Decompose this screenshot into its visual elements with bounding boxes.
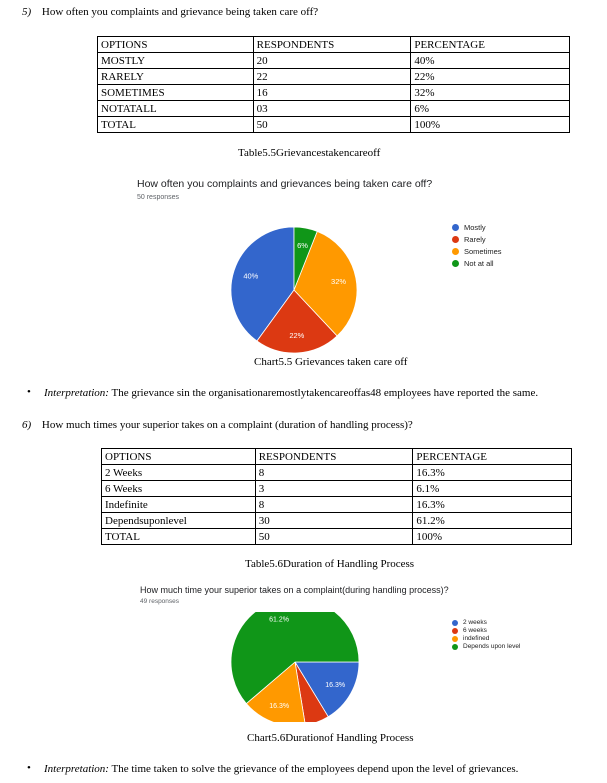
table-header-cell: RESPONDENTS — [253, 37, 411, 53]
legend-item — [452, 627, 520, 634]
legend-swatch-icon — [452, 260, 459, 267]
legend-label: 6 weeks — [463, 627, 487, 634]
table-cell: 50 — [255, 529, 413, 545]
table-header-cell: PERCENTAGE — [413, 449, 572, 465]
chart-5-5-title: How often you complaints and grievances being taken care off? — [137, 178, 433, 190]
pie-data-label: 32% — [331, 277, 347, 287]
legend-label: Rarely — [464, 235, 486, 244]
legend-swatch-icon — [452, 636, 458, 642]
chart-5-5-legend — [452, 223, 502, 271]
table-cell: 6% — [411, 101, 570, 117]
table-cell: NOTATALL — [98, 101, 254, 117]
table-cell: 22% — [411, 69, 570, 85]
pie-data-label: 40% — [243, 271, 259, 281]
table-cell: 50 — [253, 117, 411, 133]
chart-5-5-subtitle: 50 responses — [137, 194, 180, 201]
legend-swatch-icon — [452, 236, 459, 243]
legend-swatch-icon — [452, 644, 458, 650]
legend-item — [452, 247, 502, 256]
interpretation-6 — [44, 763, 518, 775]
question-5-text: How often you complaints and grievance being taken care off? — [41, 6, 319, 18]
table-cell: 03 — [253, 101, 411, 117]
pie-data-label: 6% — [297, 240, 308, 250]
bullet-dot: • — [27, 386, 31, 398]
table-row — [102, 529, 572, 545]
table-header-cell: OPTIONS — [98, 37, 254, 53]
bullet-dot: • — [27, 762, 31, 774]
chart-5-6-legend — [452, 619, 520, 651]
question-5-number: 5) — [22, 6, 32, 18]
legend-label: Mostly — [464, 223, 486, 232]
legend-label: Depends upon level — [463, 643, 521, 650]
table-cell: 2 Weeks — [102, 465, 256, 481]
table-5-5-caption: Table5.5Grievancestakencareoff — [238, 147, 381, 159]
table-cell: 40% — [411, 53, 570, 69]
table-cell: Dependsuponlevel — [102, 513, 256, 529]
chart-5-6-subtitle: 49 responses — [140, 598, 180, 605]
legend-item — [452, 259, 502, 268]
table-row — [102, 481, 572, 497]
interpretation-5-label: Interpretation: — [44, 387, 109, 399]
table-5-5 — [97, 36, 570, 133]
legend-item — [452, 643, 520, 650]
legend-swatch-icon — [452, 248, 459, 255]
pie-data-label: 61.2% — [269, 616, 289, 624]
table-header-row — [102, 449, 572, 465]
table-row — [102, 465, 572, 481]
table-cell: 30 — [255, 513, 413, 529]
interpretation-6-text: The time taken to solve the grievance of the employees depend upon the level of grievances. — [108, 763, 519, 775]
question-6 — [22, 419, 413, 431]
table-cell: RARELY — [98, 69, 254, 85]
table-cell: 8 — [255, 497, 413, 513]
interpretation-5 — [44, 387, 538, 399]
question-6-number: 6) — [22, 419, 32, 431]
table-cell: 22 — [253, 69, 411, 85]
pie-data-label: 16.3% — [325, 682, 346, 690]
table-row — [102, 513, 572, 529]
question-6-text: How much times your superior takes on a complaint (duration of handling process)? — [41, 419, 413, 431]
chart-5-6-title: How much time your superior takes on a complaint(during handling process)? — [140, 585, 449, 595]
legend-label: Sometimes — [464, 247, 502, 256]
table-row — [98, 117, 570, 133]
table-cell: Indefinite — [102, 497, 256, 513]
pie-data-label: 16.3% — [269, 702, 290, 710]
table-cell: MOSTLY — [98, 53, 254, 69]
table-cell: 20 — [253, 53, 411, 69]
table-cell: TOTAL — [98, 117, 254, 133]
table-cell: TOTAL — [102, 529, 256, 545]
chart-5-6-pie — [210, 612, 410, 722]
table-cell: 6 Weeks — [102, 481, 256, 497]
table-row — [102, 497, 572, 513]
table-cell: 8 — [255, 465, 413, 481]
chart-5-5-pie — [200, 214, 400, 364]
table-row — [98, 101, 570, 117]
table-header-cell: PERCENTAGE — [411, 37, 570, 53]
table-row — [98, 85, 570, 101]
legend-swatch-icon — [452, 620, 458, 626]
legend-label: Not at all — [464, 259, 494, 268]
table-header-cell: RESPONDENTS — [255, 449, 413, 465]
legend-item — [452, 223, 502, 232]
legend-swatch-icon — [452, 224, 459, 231]
table-cell: 100% — [413, 529, 572, 545]
pie-data-label: 22% — [289, 330, 305, 340]
table-header-cell: OPTIONS — [102, 449, 256, 465]
table-cell: SOMETIMES — [98, 85, 254, 101]
table-header-row — [98, 37, 570, 53]
legend-item — [452, 619, 520, 626]
legend-label: 2 weeks — [463, 619, 487, 626]
legend-label: indefined — [463, 635, 490, 642]
table-cell: 16 — [253, 85, 411, 101]
legend-item — [452, 635, 520, 642]
table-cell: 3 — [255, 481, 413, 497]
table-row — [98, 53, 570, 69]
table-row — [98, 69, 570, 85]
legend-swatch-icon — [452, 628, 458, 634]
table-5-6-caption: Table5.6Duration of Handling Process — [245, 558, 415, 570]
table-5-6 — [101, 448, 572, 545]
table-cell: 6.1% — [413, 481, 572, 497]
chart-5-6-caption: Chart5.6Durationof Handling Process — [247, 732, 414, 744]
legend-item — [452, 235, 502, 244]
chart-5-5-caption: Chart5.5 Grievances taken care off — [254, 356, 408, 368]
table-cell: 32% — [411, 85, 570, 101]
interpretation-5-text: The grievance sin the organisationaremostlytakencareoffas48 employees have reported the same. — [108, 387, 539, 399]
table-cell: 16.3% — [413, 465, 572, 481]
question-5 — [22, 6, 318, 18]
table-cell: 16.3% — [413, 497, 572, 513]
table-cell: 100% — [411, 117, 570, 133]
table-cell: 61.2% — [413, 513, 572, 529]
interpretation-6-label: Interpretation: — [44, 763, 109, 775]
